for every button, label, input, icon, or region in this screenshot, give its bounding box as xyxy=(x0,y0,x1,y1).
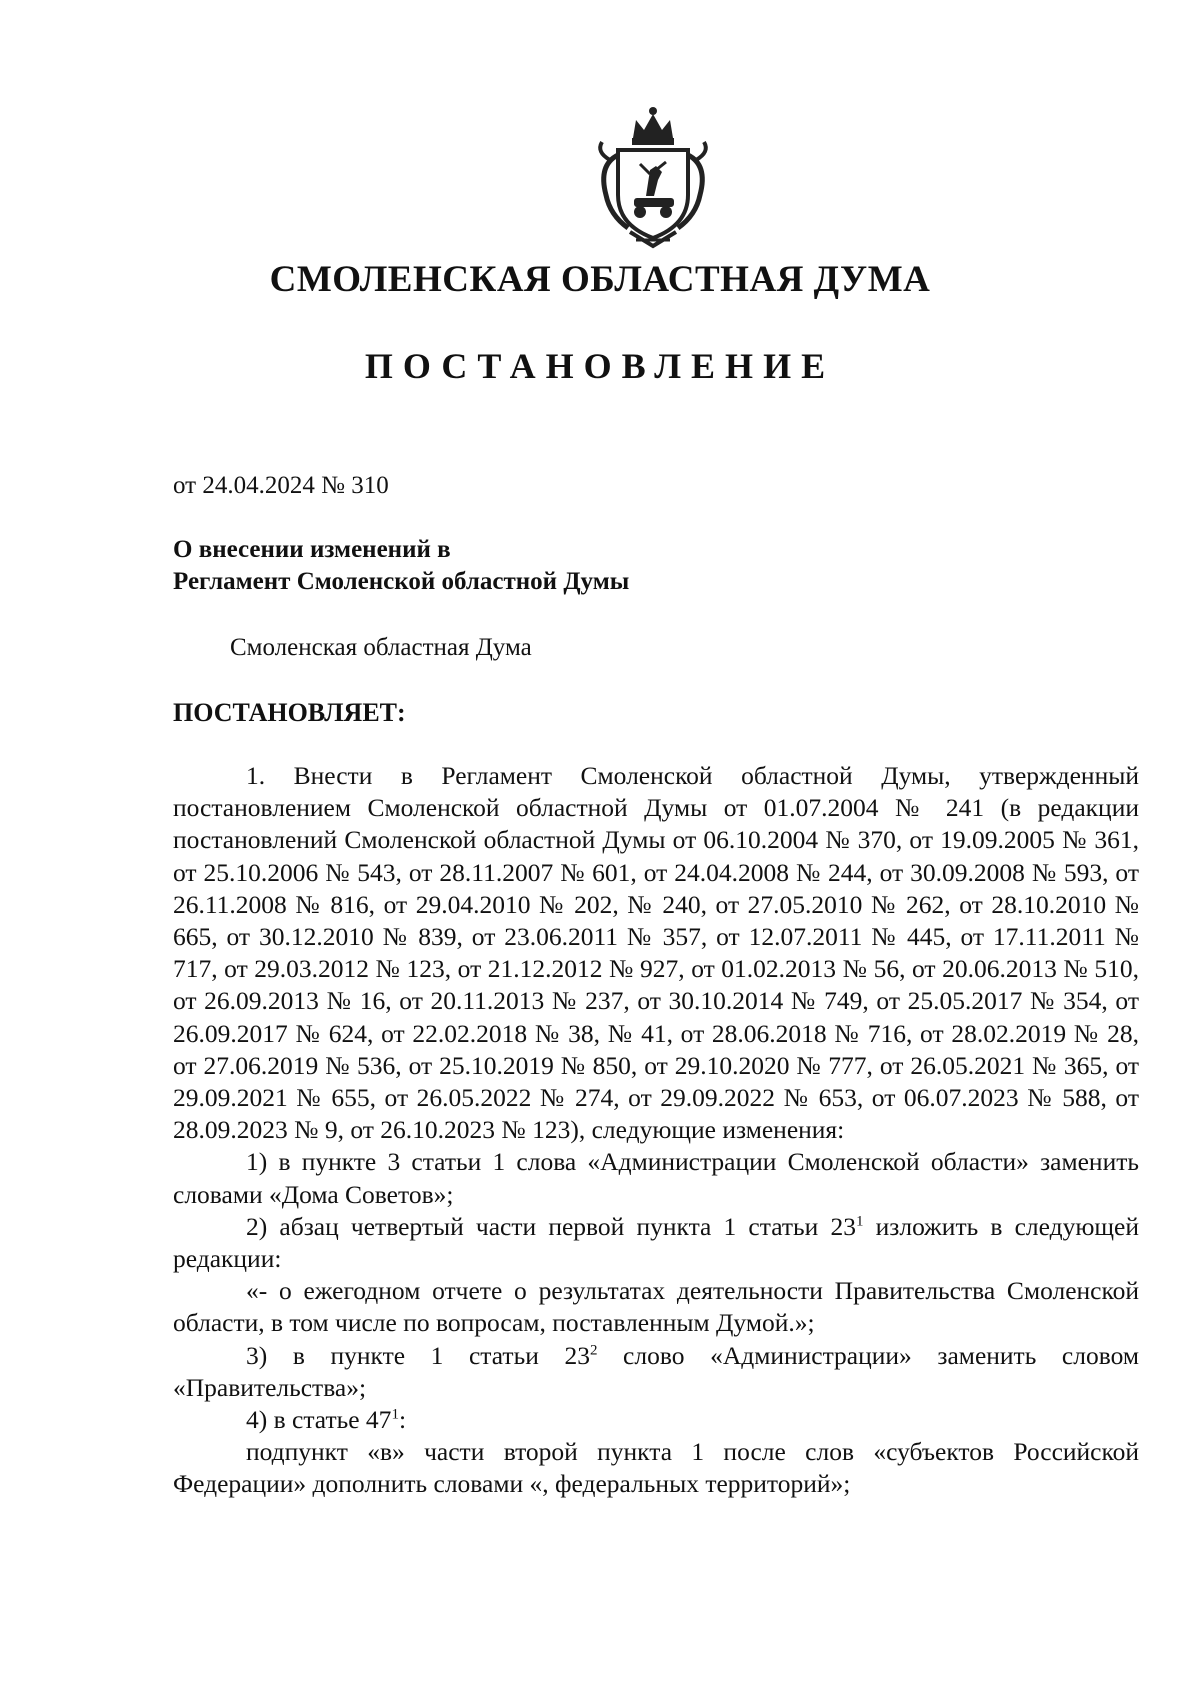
document-date-number: от 24.04.2024 № 310 xyxy=(173,472,389,499)
paragraph-sub-3 xyxy=(173,1340,1139,1404)
paragraph-sub-2-quote: «- о ежегодном отчете о результатах деятельности Правительства Смоленской области, в том числе по вопросам, поставленным Думой.»; xyxy=(173,1276,1139,1338)
sub-3-text-after: слово «Администрации» заменить словом «Правительства»; xyxy=(173,1340,1139,1402)
smolensk-coat-of-arms-icon xyxy=(588,100,718,250)
decree-word: ПОСТАНОВЛЯЕТ: xyxy=(173,698,406,727)
document-type-title: ПОСТАНОВЛЕНИЕ xyxy=(364,346,836,386)
sub-4-text-after: : xyxy=(398,1405,407,1435)
sub-4-superscript: 1 xyxy=(391,1406,399,1423)
paragraph-sub-4 xyxy=(173,1404,1139,1436)
subject-line-1: О внесении изменений в xyxy=(173,536,451,563)
issuer-line: Смоленская областная Дума xyxy=(230,634,532,661)
subject-line-2: Регламент Смоленской областной Думы xyxy=(173,568,630,595)
sub-3-text-before: 3) в пункте 1 статьи 23 xyxy=(246,1340,590,1370)
sub-3-superscript: 2 xyxy=(589,1342,598,1359)
paragraph-item-1: 1. Внести в Регламент Смоленской областной Думы, утвержденный постановлением Смоленской областной Думы от 01.07.2004 № 241 (в редакции постановлений Смоленской областной Думы от 06.10.2004 № 370, от 19.09.2005 № 361, от 25.10.2006 № 543, от 28.11.2007 № 601, от 24.04.2008 № 244, от 30.09.2008 № 593, от 26.11.2008 № 816, от 29.04.2010 № 202, № 240, от 27.05.2010 № 262, от 28.10.2010 № 665, от 30.12.2010 № 839, от 23.06.2011 № 357, от 12.07.2011 № 445, от 17.11.2011 № 717, от 29.03.2012 № 123, от 21.12.2012 № 927, от 01.02.2013 № 56, от 20.06.2013 № 510, от 26.09.2013 № 16, от 20.11.2013 № 237, от 30.10.2014 № 749, от 25.05.2017 № 354, от 26.09.2017 № 624, от 22.02.2018 № 38, № 41, от 28.06.2018 № 716, от 28.02.2019 № 28, от 27.06.2019 № 536, от 25.10.2019 № 850, от 29.10.2020 № 777, от 26.05.2021 № 365, от 29.09.2021 № 655, от 26.05.2022 № 274, от 29.09.2022 № 653, от 06.07.2023 № 588, от 28.09.2023 № 9, от 26.10.2023 № 123), следующие изменения: xyxy=(173,761,1139,1145)
paragraph-sub-2 xyxy=(173,1211,1139,1275)
document-body xyxy=(173,760,1139,1501)
organization-title: СМОЛЕНСКАЯ ОБЛАСТНАЯ ДУМА xyxy=(269,259,931,300)
sub-2-text-before: 2) абзац четвертый части первой пункта 1 статьи 23 xyxy=(246,1211,856,1241)
paragraph-sub-1: 1) в пункте 3 статьи 1 слова «Администрации Смоленской области» заменить словами «Дома Советов»; xyxy=(173,1147,1139,1209)
sub-2-superscript: 1 xyxy=(855,1213,864,1230)
paragraph-sub-4-text: подпункт «в» части второй пункта 1 после слов «субъектов Российской Федерации» дополнить словами «, федеральных территорий»; xyxy=(173,1437,1139,1499)
document-subject xyxy=(173,534,629,598)
sub-2-text-after: изложить в следующей редакции: xyxy=(173,1211,1139,1274)
sub-4-text-before: 4) в статье 47 xyxy=(246,1405,392,1435)
